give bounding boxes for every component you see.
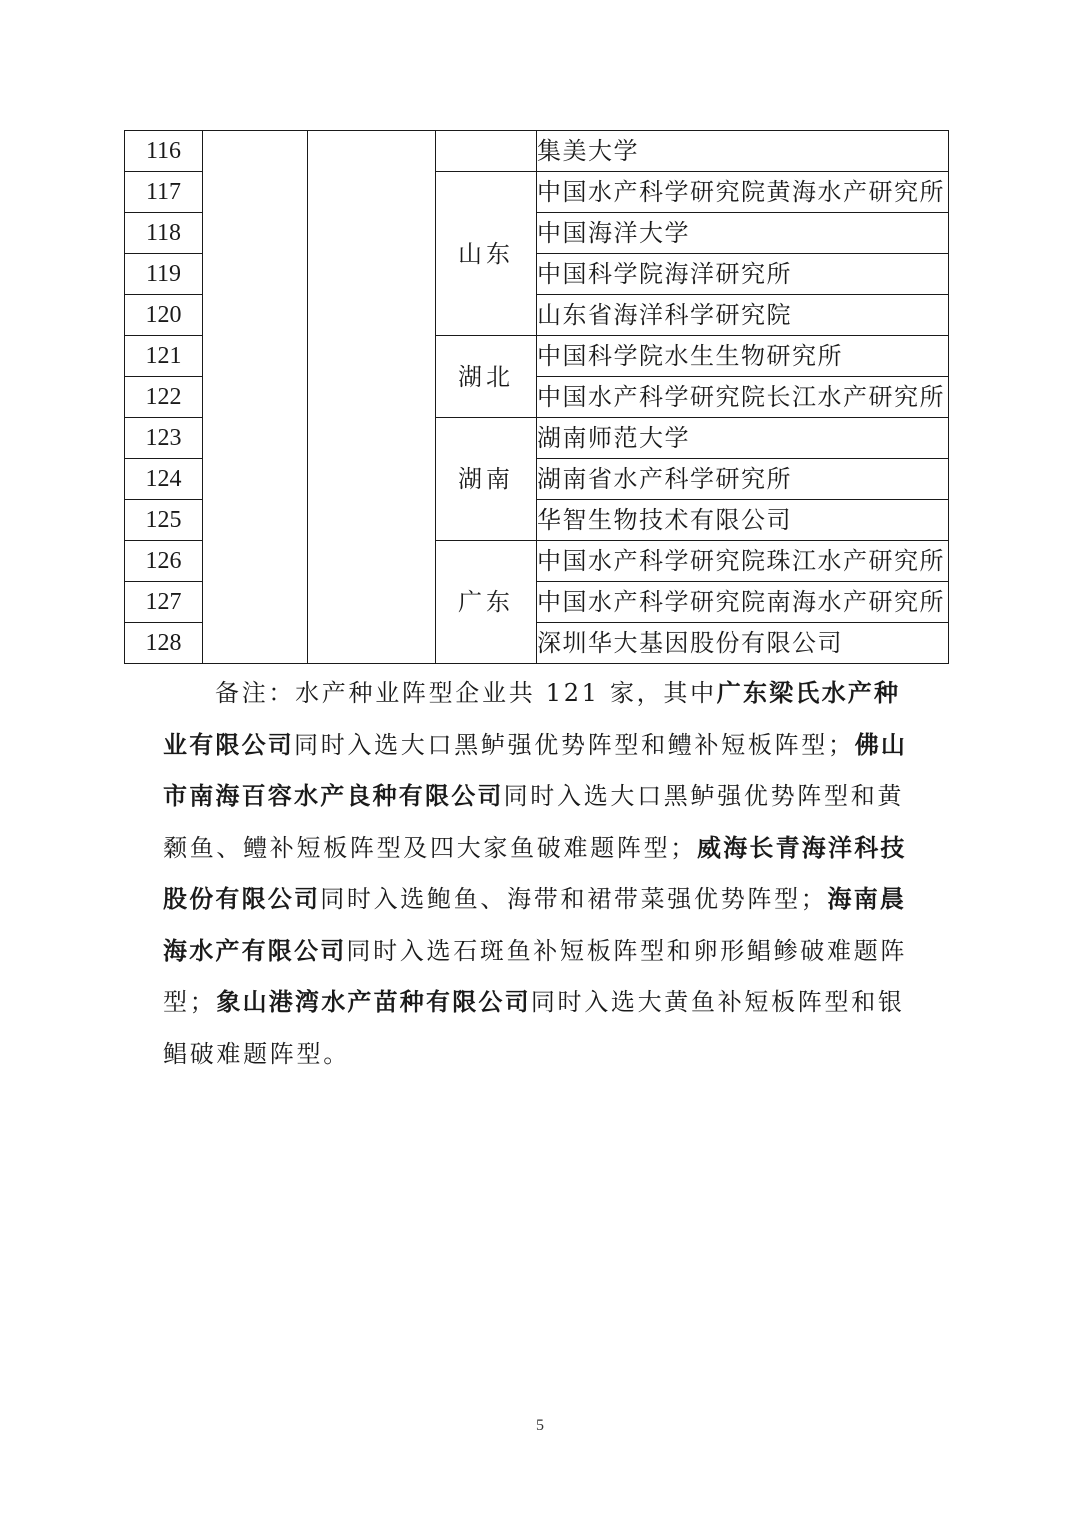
row-number: 124 — [125, 459, 203, 500]
note-company-name: 广东梁氏水产种业有限公司 — [163, 679, 901, 759]
organization-name: 中国科学院水生生物研究所 — [537, 336, 949, 377]
note-text: 同时入选大黄鱼补短板阵型和银鲳破难题阵型。 — [163, 988, 905, 1068]
note-text: 同时入选大口黑鲈强优势阵型和黄颡鱼、鳢补短板阵型及四大家鱼破难题阵型； — [163, 782, 905, 862]
row-number: 119 — [125, 254, 203, 295]
province-hunan: 湖南 — [436, 418, 537, 541]
page-number: 5 — [536, 1417, 544, 1434]
province-hubei: 湖北 — [436, 336, 537, 418]
note-company-name: 威海长青海洋科技股份有限公司 — [163, 833, 907, 913]
organization-name: 中国水产科学研究院南海水产研究所 — [537, 582, 949, 623]
organization-name: 中国水产科学研究院黄海水产研究所 — [537, 172, 949, 213]
note-text: 同时入选石斑鱼补短板阵型和卵形鲳鲹破难题阵型； — [163, 936, 908, 1016]
province-shandong: 山东 — [436, 172, 537, 336]
organization-name: 湖南师范大学 — [537, 418, 949, 459]
row-number: 123 — [125, 418, 203, 459]
row-number: 126 — [125, 541, 203, 582]
row-number: 120 — [125, 295, 203, 336]
organization-name: 湖南省水产科学研究所 — [537, 459, 949, 500]
category-cell-empty — [203, 131, 308, 664]
row-number: 117 — [125, 172, 203, 213]
organization-name: 中国科学院海洋研究所 — [537, 254, 949, 295]
organization-name: 中国水产科学研究院长江水产研究所 — [537, 377, 949, 418]
organization-table — [124, 130, 949, 664]
province-guangdong: 广东 — [436, 541, 537, 664]
province-cell-empty — [436, 131, 537, 172]
remarks-paragraph — [163, 668, 923, 1080]
organization-name: 集美大学 — [537, 131, 949, 172]
organization-name: 深圳华大基因股份有限公司 — [537, 623, 949, 664]
note-company-name: 象山港湾水产苗种有限公司 — [216, 988, 531, 1016]
note-company-name: 海南晨海水产有限公司 — [163, 885, 907, 965]
note-text: 同时入选鲍鱼、海带和裙带菜强优势阵型； — [320, 885, 828, 913]
organization-name: 华智生物技术有限公司 — [537, 500, 949, 541]
table-row — [125, 131, 949, 172]
organization-name: 中国水产科学研究院珠江水产研究所 — [537, 541, 949, 582]
row-number: 121 — [125, 336, 203, 377]
row-number: 127 — [125, 582, 203, 623]
note-company-name: 佛山市南海百容水产良种有限公司 — [163, 730, 908, 810]
note-text: 同时入选大口黑鲈强优势阵型和鳢补短板阵型； — [294, 730, 855, 759]
row-number: 125 — [125, 500, 203, 541]
organization-name: 山东省海洋科学研究院 — [537, 295, 949, 336]
row-number: 128 — [125, 623, 203, 664]
organization-name: 中国海洋大学 — [537, 213, 949, 254]
subcategory-cell-empty — [308, 131, 436, 664]
row-number: 118 — [125, 213, 203, 254]
row-number: 116 — [125, 131, 203, 172]
note-text: 备注：水产种业阵型企业共 121 家，其中 — [215, 679, 717, 707]
row-number: 122 — [125, 377, 203, 418]
